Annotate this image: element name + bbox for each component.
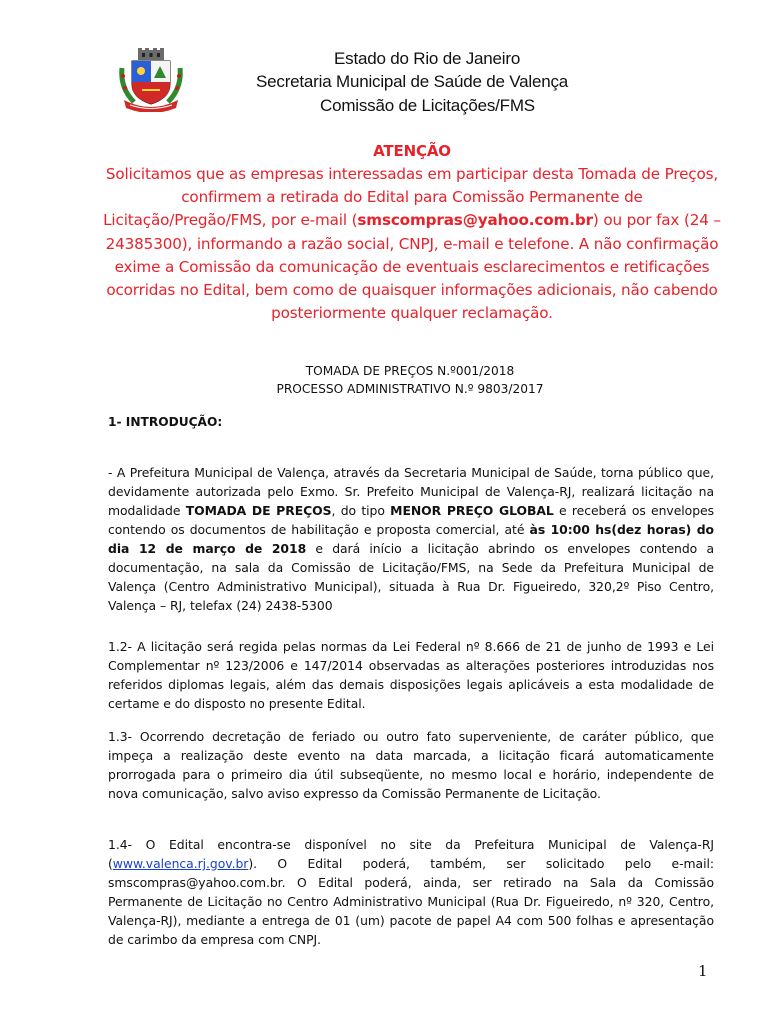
p1-type: MENOR PREÇO GLOBAL: [390, 503, 554, 518]
p4-text-a: 1.4- O Edital encontra-se disponível no site da Prefeitura Municipal de Valença-RJ (: [108, 837, 714, 871]
p4-text-b: ). O Edital poderá, também, ser solicitado pelo e-mail: smscompras@yahoo.com.br. O Edital poderá, ainda, ser retirado na Sala da Comissão Permanente de Licitação no Centro Administrativo Municipal (Rua Dr. Figueiredo, nº 320, Centro, Valença-RJ), mediante a entrega de 01 (um) pacote de papel A4 com 500 folhas e apresentação de carimbo da empresa com CNPJ.: [108, 856, 714, 947]
website-link[interactable]: www.valenca.rj.gov.br: [112, 856, 249, 871]
section-heading-introduction: 1- INTRODUÇÃO:: [108, 415, 223, 429]
notice-text-before: Solicitamos que as empresas interessadas em participar desta Tomada de Preços, confirmem a retirada do Edital para Comissão Permanente de Licitação/Pregão/FMS, por e-mail (: [103, 165, 719, 230]
paragraph-1-4: [108, 835, 714, 949]
header-commission: Comissão de Licitações/FMS: [320, 96, 535, 115]
header-secretariat: Secretaria Municipal de Saúde de Valença: [256, 72, 569, 91]
notice-body: [102, 163, 722, 325]
notice-email: smscompras@yahoo.com.br: [357, 211, 593, 230]
p1-text-c: , do tipo: [331, 503, 391, 518]
p1-text-e: e dará início a licitação abrindo os envelopes contendo a documentação, na sala da Comissão de Licitação/FMS, na Sede da Prefeitura Municipal de Valença (Centro Administrativo Municipal), situada à Rua Dr. Figueiredo, 320,2º Piso Centro, Valença – RJ, telefax (24) 2438-5300: [108, 541, 714, 613]
municipal-crest-icon: [118, 48, 184, 112]
paragraph-intro: [108, 463, 714, 615]
page-number: 1: [698, 962, 708, 980]
process-identification: [200, 362, 620, 398]
p1-text-d: e receberá os envelopes contendo os documentos de habilitação e proposta comercial, até: [108, 503, 714, 537]
paragraph-1-2: 1.2- A licitação será regida pelas normas da Lei Federal nº 8.666 de 21 de junho de 1993 e Lei Complementar nº 123/2006 e 147/2014 observadas as alterações posteriores introduzidas nos referidos diplomas legais, além das demais disposições legais aplicáveis a esta modalidade de certame e do disposto no presente Edital.: [108, 639, 714, 711]
tomada-precos-number: TOMADA DE PREÇOS N.º001/2018: [305, 364, 515, 378]
header-state: Estado do Rio de Janeiro: [334, 49, 521, 68]
paragraph-1-3: 1.3- Ocorrendo decretação de feriado ou outro fato superveniente, de caráter público, que impeça a realização deste evento na data marcada, a licitação ficará automaticamente prorrogada para o primeiro dia útil subseqüente, no mesmo local e horário, independente de nova comunicação, salvo aviso expresso da Comissão Permanente de Licitação.: [108, 729, 714, 801]
notice-text-after: ) ou por fax (24 – 24385300), informando a razão social, CNPJ, e-mail e telefone. A não confirmação exime a Comissão da comunicação de eventuais esclarecimentos e retificações ocorridas no Edital, bem como de quaisquer informações adicionais, não cabendo posteriormente qualquer reclamação.: [105, 211, 721, 323]
p1-deadline: às 10:00 hs(dez horas) do dia 12 de março de 2018: [108, 522, 714, 556]
p1-text-a: - A Prefeitura Municipal de Valença, através da Secretaria Municipal de Saúde, torna público que, devidamente autorizada pelo Exmo. Sr. Prefeito Municipal de Valença-RJ, realizará licitação na modalidade: [108, 465, 714, 518]
process-number: PROCESSO ADMINISTRATIVO N.º 9803/2017: [276, 382, 544, 396]
notice-title: ATENÇÃO: [373, 142, 451, 160]
attention-notice: [102, 140, 722, 325]
p1-modality: TOMADA DE PREÇOS: [185, 503, 332, 518]
